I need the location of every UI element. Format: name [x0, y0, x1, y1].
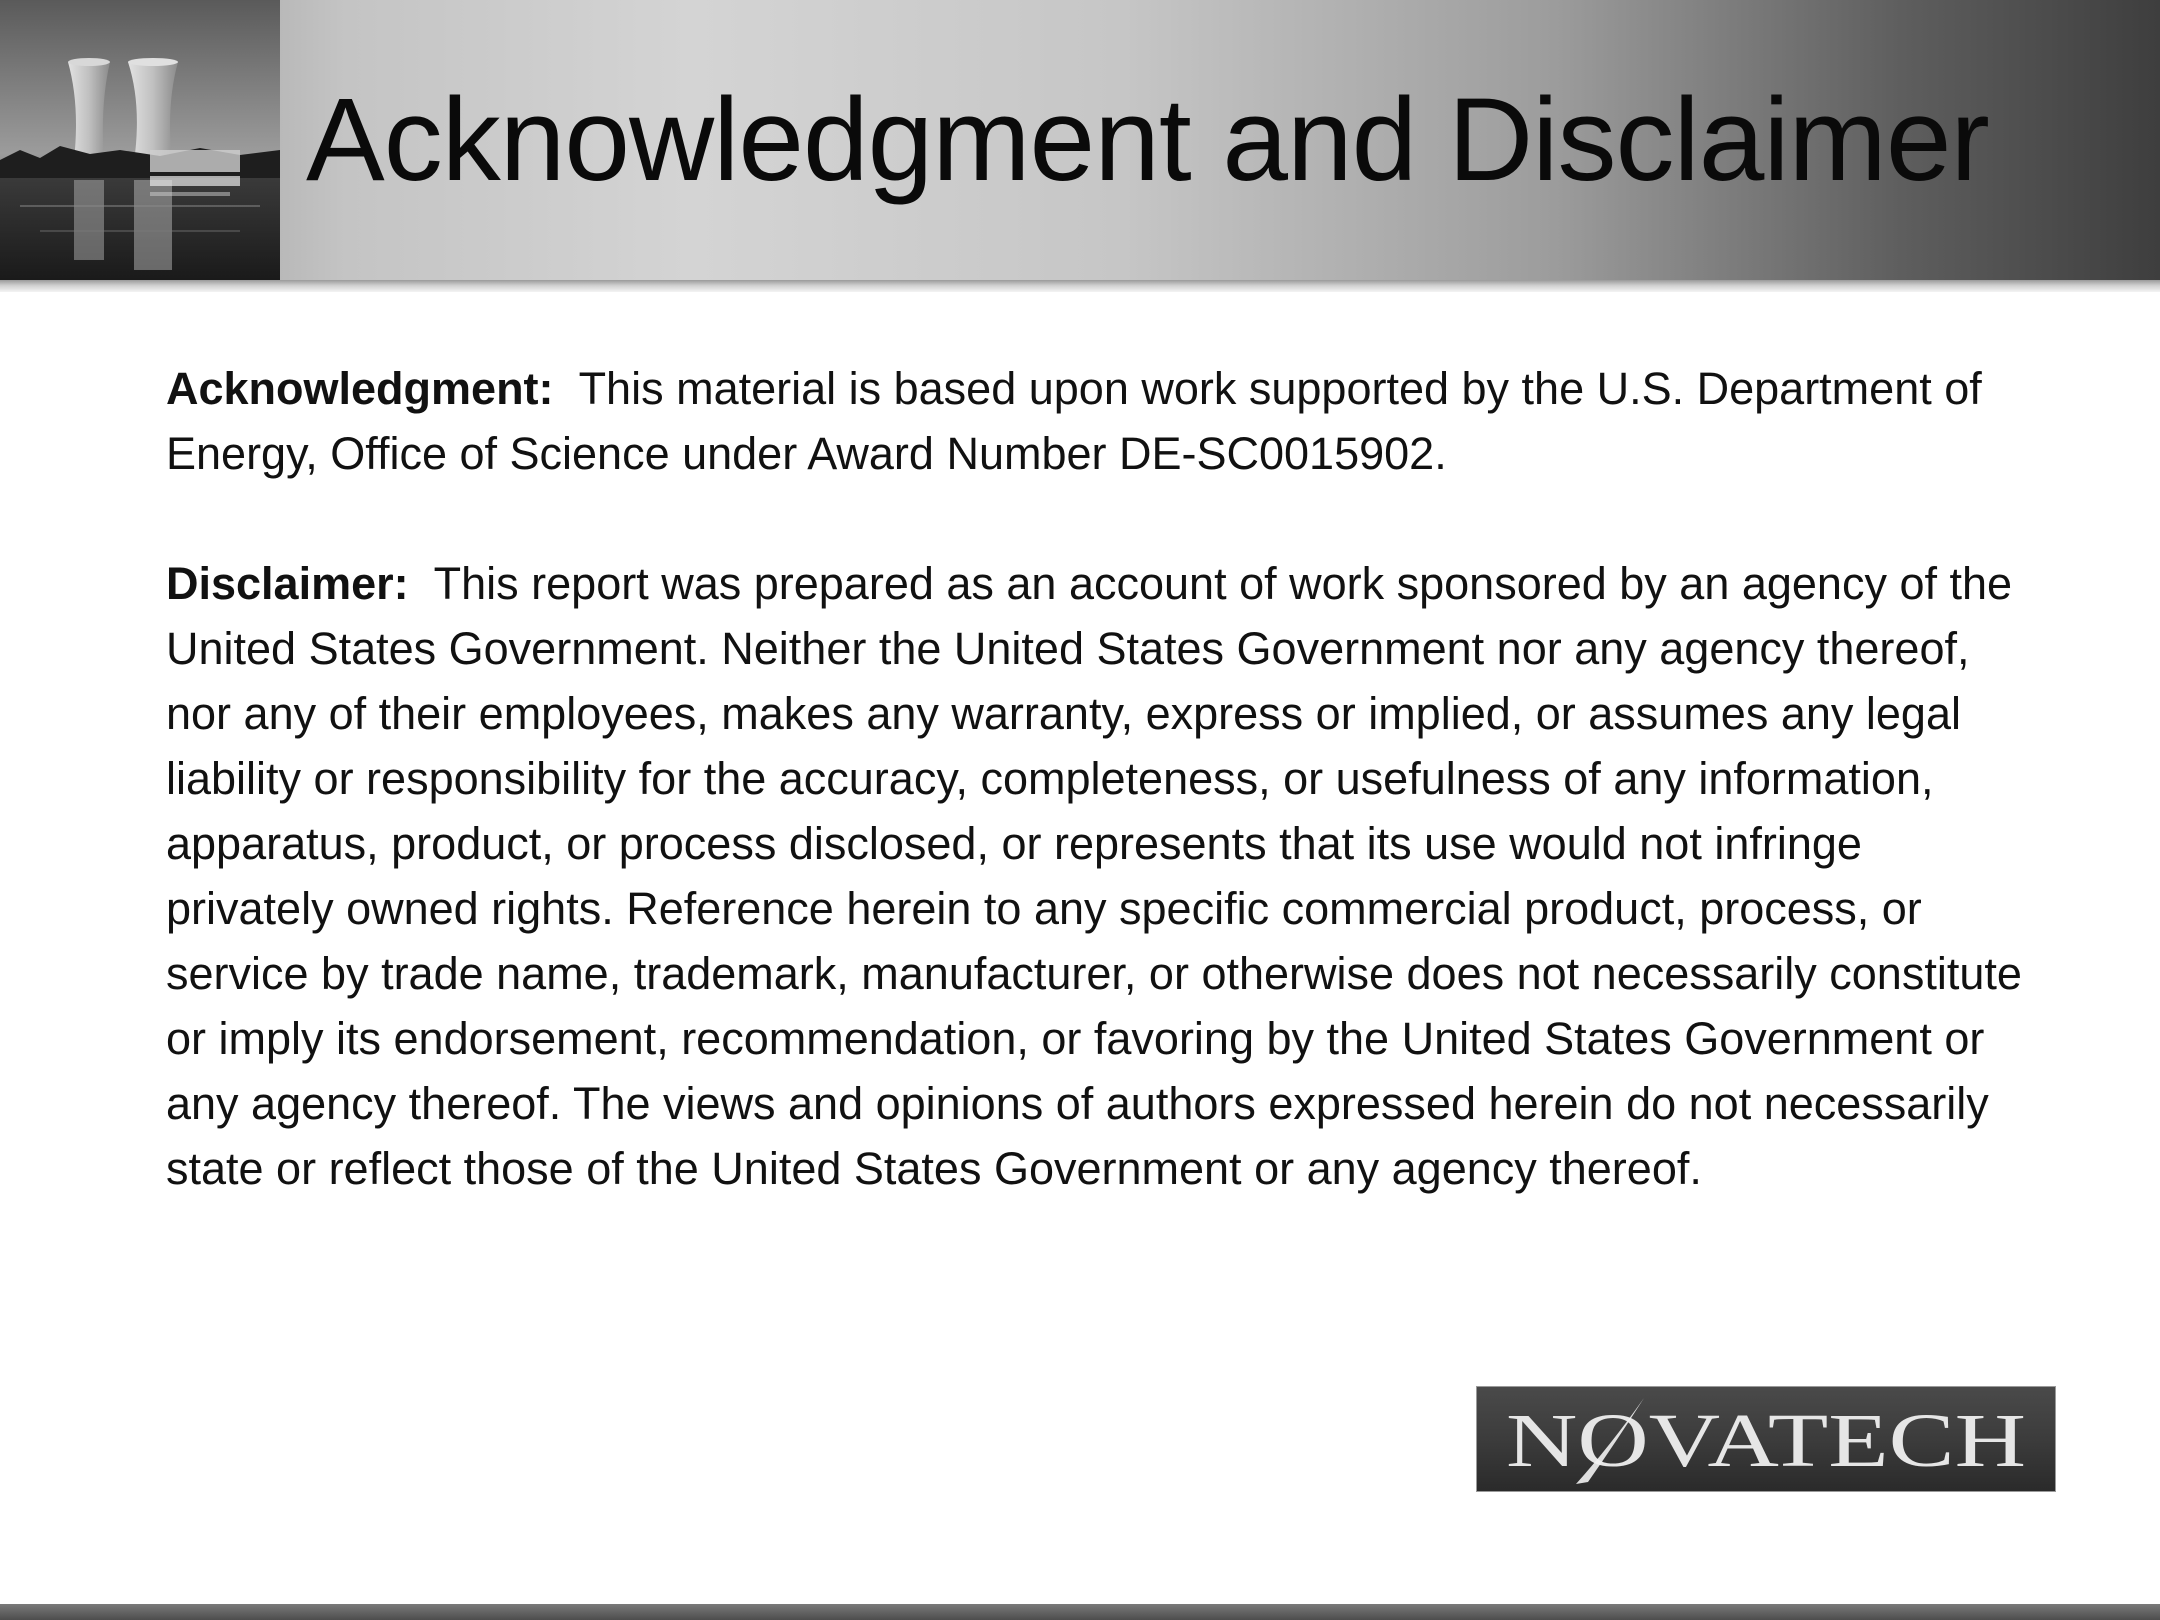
acknowledgment-label: Acknowledgment:	[166, 363, 554, 414]
acknowledgment-paragraph	[166, 356, 2026, 486]
logo-wordmark: NOVATECH	[1506, 1399, 2026, 1483]
slide-body	[166, 356, 2026, 1201]
disclaimer-text: This report was prepared as an account of work sponsored by an agency of the United States Government. Neither the United States Government nor any agency thereof, nor any of their employees, makes any warranty, express or implied, or assumes any legal liability or responsibility for the accuracy, completeness, or usefulness of any information, apparatus, product, or process disclosed, or represents that its use would not infringe privately owned rights. Reference herein to any specific commercial product, process, or service by trade name, trademark, manufacturer, or otherwise does not necessarily constitute or imply its endorsement, recommendation, or favoring by the United States Government or any agency thereof. The views and opinions of authors expressed herein do not necessarily state or reflect those of the United States Government or any agency thereof.	[166, 558, 2022, 1194]
cooling-towers-photo	[0, 0, 280, 280]
disclaimer-paragraph	[166, 551, 2026, 1201]
page-title: Acknowledgment and Disclaimer	[306, 74, 1989, 206]
acknowledgment-text: This material is based upon work supported by the U.S. Department of Energy, Office of Science under Award Number DE-SC0015902.	[166, 363, 1982, 479]
novatech-logo	[1476, 1386, 2056, 1492]
disclaimer-label: Disclaimer:	[166, 558, 409, 609]
header-divider	[0, 280, 2160, 292]
slide-footer-bar	[0, 1604, 2160, 1620]
